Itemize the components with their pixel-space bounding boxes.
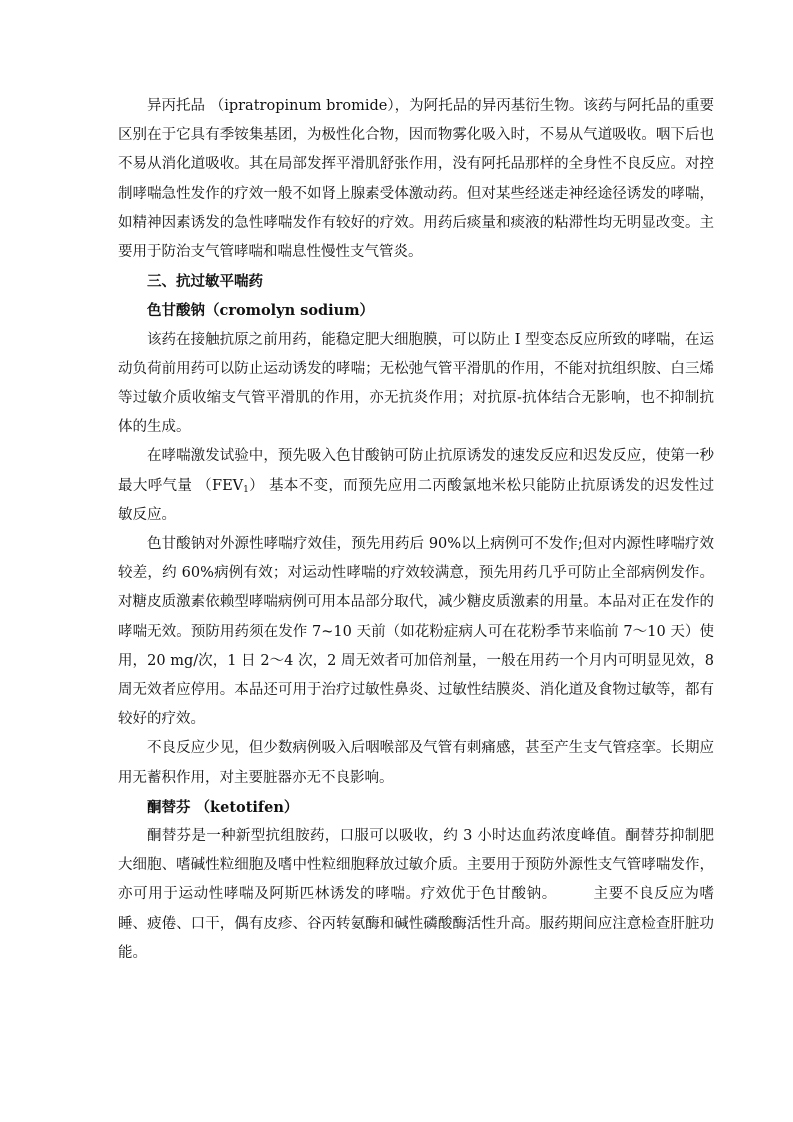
ketotifen-paragraph: 酮替芬是一种新型抗组胺药，口服可以吸收，约 3 小时达血药浓度峰值。酮替芬抑制肥大细胞、嗜碱性粒细胞及嗜中性粒细胞释放过敏介质。主要用于预防外源性支气管哮喘发作，亦可用于运动性哮喘及阿斯匹林诱发的哮喘。疗效优于色甘酸钠。 主要不良反应为嗜睡、疲倦、口干，偶有皮疹、谷丙转氨酶和碱性磷酸酶活性升高。服药期间应注意检查肝脏功能。 [118,828,714,961]
cromolyn-paragraph-2 [118,442,714,530]
cromolyn-paragraph-3: 色甘酸钠对外源性哮喘疗效佳，预先用药后 90%以上病例可不发作;但对内源性哮喘疗效较差，约 60%病例有效；对运动性哮喘的疗效较满意，预先用药几乎可防止全部病例发作。对糖皮质激素依赖型哮喘病例可用本品部分取代，减少糖皮质激素的用量。本品对正在发作的哮喘无效。预防用药须在发作 7~10 天前（如花粉症病人可在花粉季节来临前 7～10 天）使用，20 mg/次，1 日 2～4 次，2 周无效者可加倍剂量，一般在用药一个月内可明显见效，8 周无效者应停用。本品还可用于治疗过敏性鼻炎、过敏性结膜炎、消化道及食物过敏等，都有较好的疗效。 [118,536,714,728]
cromolyn-paragraph-2-start: 在哮喘激发试验中，预先吸入色甘酸钠可防止抗原诱发的速发反应和迟发反应，使第一秒最大呼气量 （FEV [118,448,714,494]
document-page [118,92,714,968]
fev-subscript: 1 [243,484,249,495]
section-heading: 三、抗过敏平喘药 [147,273,263,291]
cromolyn-paragraph-4: 不良反应少见，但少数病例吸入后咽喉部及气管有刺痛感，甚至产生支气管痉挛。长期应用无蓄积作用，对主要脏器亦无不良影响。 [118,740,714,786]
ipratropium-paragraph: 异丙托品 （ipratropinum bromide），为阿托品的异丙基衍生物。该药与阿托品的重要区别在于它具有季铵集基团，为极性化合物，因而物雾化吸入时，不易从气道吸收。咽下后也不易从消化道吸收。其在局部发挥平滑肌舒张作用，没有阿托品那样的全身性不良反应。对控制哮喘急性发作的疗效一般不如肾上腺素受体激动药。但对某些经迷走神经途径诱发的哮喘，如精神因素诱发的急性哮喘发作有较好的疗效。用药后痰量和痰液的粘滞性均无明显改变。主要用于防治支气管哮喘和喘息性慢性支气管炎。 [118,98,714,261]
ketotifen-title: 酮替芬 （ketotifen） [147,798,299,816]
cromolyn-paragraph-2-end: ） 基本不变，而预先应用二丙酸氯地米松只能防止抗原诱发的迟发性过敏反应。 [118,477,714,523]
cromolyn-paragraph-1: 该药在接触抗原之前用药，能稳定肥大细胞膜，可以防止 I 型变态反应所致的哮喘，在运动负荷前用药可以防止运动诱发的哮喘；无松弛气管平滑肌的作用，不能对抗组织胺、白三烯等过敏介质收缩支气管平滑肌的作用，亦无抗炎作用；对抗原-抗体结合无影响，也不抑制抗体的生成。 [118,331,714,436]
cromolyn-title: 色甘酸钠（cromolyn sodium） [147,302,375,320]
